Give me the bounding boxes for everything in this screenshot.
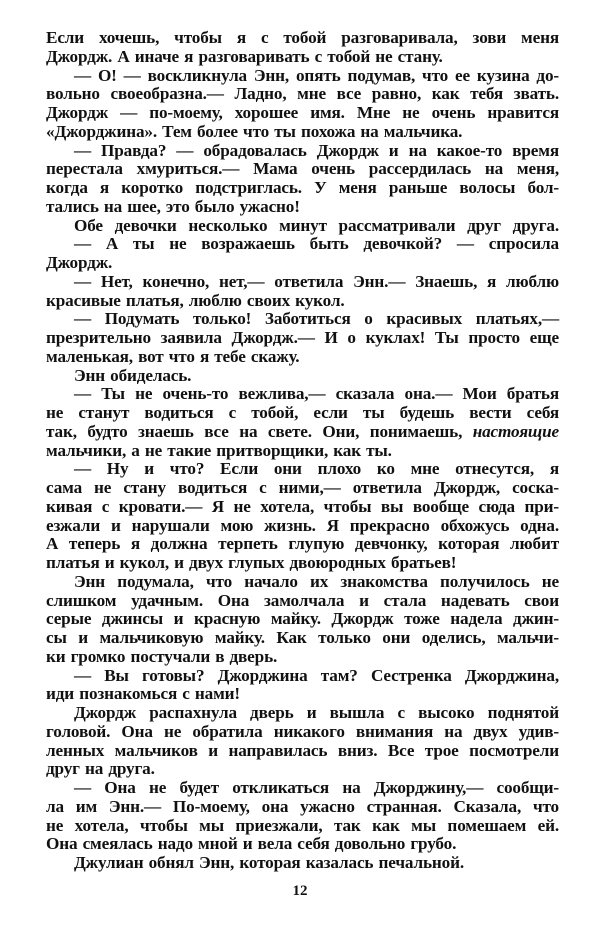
text-line [46,610,559,629]
text-line-content: когда я коротко подстриглась. У меня раньше волосы бол- [46,178,559,197]
text-line [46,498,559,517]
text-line-content: кивая с кровати.— Я не хотела, чтобы вы вообще сюда при- [46,496,559,516]
text-line-content: ленных мальчиков и направилась вниз. Все трое посмотрели [46,740,559,760]
text-line-content: «Джорджина». Тем более что ты похожа на мальчика. [46,121,463,141]
text-line [46,123,559,142]
text-line-content: Джордж. [46,253,113,272]
text-line [46,535,559,554]
text-line-content: не хотела, чтобы мы приезжали, так как мы помешаем ей. [46,815,559,835]
text-line-content: маленькая, вот что я тебе скажу. [46,346,300,366]
text-line [46,779,559,798]
text-line [46,142,559,161]
text-line-content: езжали и нарушали мою жизнь. Я прекрасно обхожусь одна. [46,515,559,535]
text-line [46,648,559,667]
text-line-content: — Нет, конечно, нет,— ответила Энн.— Знаешь, я люблю [74,271,559,291]
text-line [46,348,559,367]
text-line-content: Джордж. А иначе я разговаривать с тобой не стану. [46,46,443,66]
text-line [46,329,559,348]
text-line-content: слишком удачным. Она замолчала и стала надевать свои [46,590,559,610]
text-line [46,254,559,273]
text-line-content: — О! — воскликнула Энн, опять подумав, что ее кузина до- [74,65,559,85]
text-line [46,798,559,817]
text-line-content: ки громко постучали в дверь. [46,646,278,666]
text-line [46,723,559,742]
text-line-content: серые джинсы и красную майку. Джордж тоже надела джин- [46,609,559,629]
text-line-content: — Правда? — обрадовалась Джордж и на какое-то время [74,140,559,160]
text-line [46,198,559,217]
text-line-content: — Ну и что? Если они плохо ко мне отнесутся, я [74,459,559,479]
text-line [46,854,559,873]
text-line-content: вольно своеобразна.— Ладно, мне все равно, как тебя звать. [46,84,559,104]
text-line [46,460,559,479]
text-line-content: головой. Она не обратила никакого внимания на двух удив- [46,721,559,741]
text-line [46,479,559,498]
text-line [46,367,559,386]
text-line-content: иди познакомься с нами! [46,684,240,704]
text-line [46,385,559,404]
text-line [46,404,559,423]
text-line-content: друг на друга. [46,759,155,779]
text-line-content: сама не стану водиться с ними,— ответила Джордж, соска- [46,478,559,497]
text-line [46,160,559,179]
text-line-content: — Ты не очень-то вежлива,— сказала она.— Мои братья [74,384,559,404]
text-line [46,835,559,854]
text-line-content: перестала хмуриться.— Мама очень рассердилась на меня, [46,159,559,179]
text-line [46,817,559,836]
page-number: 12 [292,883,308,899]
text-line-content: Джулиан обнял Энн, которая казалась печальной. [74,853,464,872]
text-line [46,235,559,254]
text-line-content: Джордж — по-моему, хорошее имя. Мне не очень нравится [46,103,559,122]
text-line-content: так, будто знаешь все на свете. Они, понимаешь, [46,421,463,441]
text-line [46,85,559,104]
text-line-content: сы и мальчиковую майку. Как только они оделись, мальчи- [46,628,559,647]
text-line-content: Обе девочки несколько минут рассматривали друг друга. [74,215,559,235]
text-line [46,217,559,236]
text-line-content: Джордж распахнула дверь и вышла с высоко поднятой [74,703,559,722]
text-line-content: — Она не будет откликаться на Джорджину,— сообщи- [74,778,559,797]
text-line [46,573,559,592]
text-line-content: Энн обиделась. [74,365,192,385]
text-line [46,742,559,761]
text-line [46,273,559,292]
text-line [46,423,559,442]
text-line [46,310,559,329]
text-line [46,517,559,536]
text-line [46,104,559,123]
book-page-text [46,29,559,873]
text-line-content: — Вы готовы? Джорджина там? Сестренка Джорджина, [74,665,559,685]
text-line-content: Энн подумала, что начало их знакомства получилось не [74,571,559,591]
text-line-content: Если хочешь, чтобы я с тобой разговаривала, зови меня [46,28,559,47]
text-line [46,292,559,311]
italic-word: настоящие [472,421,559,441]
text-line [46,442,559,461]
text-line [46,48,559,67]
text-line-content: мальчики, а не такие притворщики, как ты. [46,440,392,460]
text-line-content: красивые платья, люблю своих кукол. [46,290,345,310]
text-line-content: тались на шее, это было ужасно! [46,196,300,216]
text-line-content: — А ты не возражаешь быть девочкой? — спросила [74,234,559,254]
text-line-content: презрительно заявила Джордж.— И о куклах! Ты просто еще [46,328,559,347]
text-line [46,760,559,779]
text-line-content: А теперь я должна терпеть глупую девчонку, которая любит [46,534,559,554]
text-line [46,29,559,48]
text-line [46,592,559,611]
text-line-content: не станут водиться с тобой, если ты будешь вести себя [46,403,559,422]
text-line-content: ла им Энн.— По-моему, она ужасно странная. Сказала, что [46,796,559,816]
text-line [46,704,559,723]
text-line [46,67,559,86]
text-line [46,685,559,704]
text-line [46,629,559,648]
text-line [46,667,559,686]
text-line-content: платья и кукол, и двух глупых двоюродных братьев! [46,553,457,572]
text-line-content: Она смеялась надо мной и вела себя довольно грубо. [46,834,457,854]
text-line [46,554,559,573]
text-line [46,179,559,198]
text-line-content: — Подумать только! Заботиться о красивых платьях,— [74,309,559,329]
